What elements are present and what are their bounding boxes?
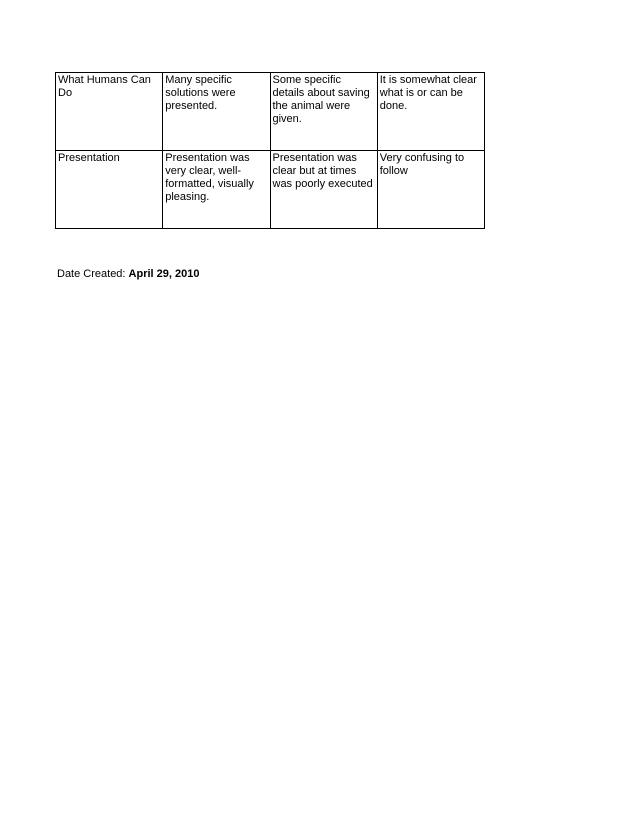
rubric-cell-level-1: Many specific solutions were presented. <box>163 73 270 151</box>
criterion-cell: Presentation <box>56 151 163 229</box>
date-created-value: April 29, 2010 <box>128 268 200 280</box>
rubric-cell-level-1: Presentation was very clear, well-formatted, visually pleasing. <box>163 151 270 229</box>
rubric-cell-level-2: Presentation was clear but at times was poorly executed <box>270 151 377 229</box>
criterion-cell: What Humans Can Do <box>56 73 163 151</box>
rubric-cell-level-3: Very confusing to follow <box>377 151 484 229</box>
rubric-cell-level-2: Some specific details about saving the animal were given. <box>270 73 377 151</box>
date-created <box>57 268 199 281</box>
rubric-cell-level-3: It is somewhat clear what is or can be done. <box>377 73 484 151</box>
table-row <box>56 151 485 229</box>
table-row <box>56 73 485 151</box>
rubric-table <box>55 72 485 229</box>
date-created-label: Date Created: <box>57 268 126 280</box>
